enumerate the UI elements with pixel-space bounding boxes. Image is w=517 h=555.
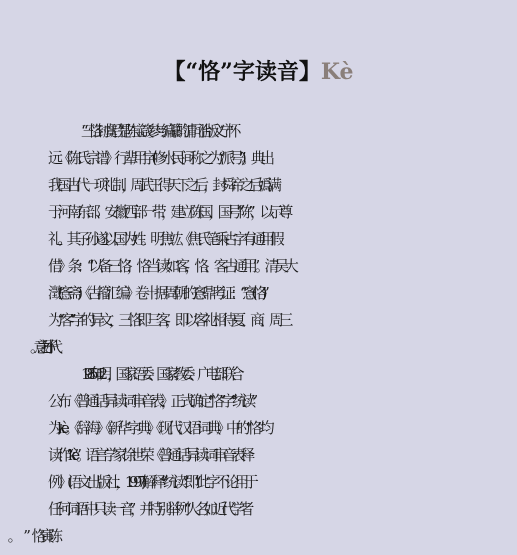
title-pinyin: Kè [320,59,354,85]
text-line: 澂(愙斋)《古籀汇编》卷十据周朝的愙鼎考证：“愙(恪)” [48,284,265,302]
text-line: 礼。其子孙遂以国为姓。明焦竑《焦氏笔乘·古字有通用假 [48,230,280,248]
text-line: 任何词语中只读一音”，并特别举例“人名如近代学者 [48,500,249,518]
text-line: 远《陈氏宗谱》行辈用字(修水民间称之为“派号”)。典出 [48,149,270,167]
text-line: 例》(语文出版社，1997)解释“统读”即“此字不论用于 [48,473,254,491]
text-line: 为“客”字的异文，三恪即三客，即以客礼相待夏、商、周三 [48,311,288,329]
text-line: 读作“kè”。语言学家徐世荣《普通话异读词审音表释 [48,446,250,464]
text-line: “三恪封虞后”是陈宝箴参与编纂的清同治版义宁怀 [81,122,234,140]
text-line: 借》条：“‘以备三恪’，恪当读如客，恪、客古通用”。清吴大 [48,257,294,275]
text-line: 我国古代一项礼制，周武王得天下之后，封舜帝之后嬀满 [48,176,277,194]
text-line: 1985 年 12 月，国家语委、国家教委、广电部联合 [81,365,238,383]
text-line: 为 kè。《辞海》《新华字典》《现代汉语词典》中的“恪”均 [48,419,270,437]
text-line [48,526,517,546]
text-line [48,337,517,357]
text-line: 于河南东部、安徽西部一带，建立陈国，国号“陈”，以示尊 [48,203,288,221]
text-line: 公布《普通话异读词审音表》，正式确定“恪”字“统读” [48,392,253,410]
title-text: 【“恪”字读音】 [163,59,321,85]
